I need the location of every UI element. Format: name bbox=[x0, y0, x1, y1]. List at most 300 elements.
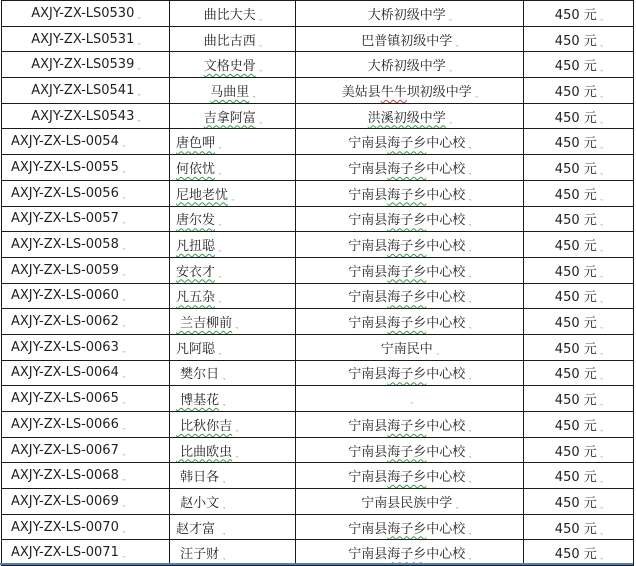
cell-school[interactable] bbox=[296, 283, 524, 309]
end-of-cell-marker: ., bbox=[599, 270, 603, 279]
text-run: 中心校 bbox=[426, 418, 466, 434]
cell-amount[interactable] bbox=[524, 489, 634, 515]
text-run: 博基花 bbox=[176, 393, 220, 409]
cell-student-id[interactable] bbox=[2, 232, 170, 258]
table-row bbox=[2, 489, 634, 515]
end-of-cell-marker: ., bbox=[599, 476, 603, 485]
end-of-cell-marker: ., bbox=[121, 320, 125, 329]
text-run: 海子乡 bbox=[387, 161, 427, 177]
cell-student-name[interactable] bbox=[170, 334, 296, 360]
cell-school[interactable] bbox=[296, 206, 524, 232]
text-run: 唐尔发 bbox=[176, 213, 216, 229]
cell-student-name[interactable] bbox=[170, 463, 296, 489]
text-run: 450 元 bbox=[554, 33, 597, 49]
cell-student-name[interactable] bbox=[170, 309, 296, 335]
cell-amount[interactable] bbox=[524, 540, 634, 566]
text-run: 中心校 bbox=[426, 367, 466, 383]
text-run: 巴普镇初级中学 bbox=[361, 33, 453, 49]
end-of-cell-marker: ., bbox=[468, 527, 471, 536]
cell-school[interactable] bbox=[296, 26, 524, 52]
table-row bbox=[2, 206, 634, 232]
end-of-cell-marker: ., bbox=[468, 142, 471, 151]
cell-student-id[interactable] bbox=[2, 257, 170, 283]
text-run: 中心校 bbox=[426, 290, 466, 306]
end-of-cell-marker: ., bbox=[235, 322, 238, 331]
end-of-cell-marker: ., bbox=[599, 167, 603, 176]
end-of-cell-marker: ., bbox=[468, 476, 471, 485]
cell-student-name[interactable] bbox=[170, 437, 296, 463]
end-of-cell-marker: ., bbox=[121, 345, 125, 354]
end-of-cell-marker: ., bbox=[258, 116, 262, 125]
cell-school[interactable] bbox=[296, 309, 524, 335]
text-run: 比曲欧虫 bbox=[176, 444, 233, 460]
end-of-cell-marker: ., bbox=[121, 140, 125, 149]
end-of-cell-marker: ., bbox=[409, 397, 413, 406]
end-of-cell-marker: ., bbox=[258, 13, 262, 22]
cell-student-name[interactable] bbox=[170, 514, 296, 540]
text-run: 中心校 bbox=[426, 161, 466, 177]
text-run: AXJY-ZX-LS-0067 bbox=[11, 442, 119, 458]
text-run: 450 元 bbox=[554, 110, 597, 126]
text-run: 450 元 bbox=[554, 7, 597, 23]
cell-student-id[interactable] bbox=[2, 129, 170, 155]
text-run: 450 元 bbox=[554, 316, 597, 332]
text-run: 文格史骨 bbox=[203, 59, 256, 75]
end-of-cell-marker: ., bbox=[599, 39, 603, 48]
cell-student-name[interactable] bbox=[170, 386, 296, 412]
text-run: 中心校 bbox=[426, 239, 466, 255]
student-subsidy-table bbox=[1, 0, 634, 566]
table-row bbox=[2, 412, 634, 438]
text-run: 比秋你吉 bbox=[176, 418, 233, 434]
cell-student-id[interactable] bbox=[2, 103, 170, 129]
end-of-cell-marker: ., bbox=[137, 114, 140, 123]
cell-student-id[interactable] bbox=[2, 1, 170, 27]
text-run: 曲比大夫 bbox=[203, 7, 256, 23]
text-run: AXJY-ZX-LS-0070 bbox=[11, 519, 119, 535]
table-row bbox=[2, 463, 634, 489]
text-run: 450 元 bbox=[554, 367, 597, 383]
end-of-cell-marker: ., bbox=[599, 322, 603, 331]
text-run: 马曲里 bbox=[210, 84, 250, 100]
end-of-cell-marker: ., bbox=[599, 193, 603, 202]
end-of-cell-marker: ., bbox=[599, 296, 603, 305]
end-of-cell-marker: ., bbox=[468, 373, 471, 382]
text-run: 宁南民中 bbox=[380, 341, 433, 357]
text-run: 宁南县 bbox=[348, 316, 388, 332]
text-run: 唐色呷 bbox=[176, 136, 216, 152]
end-of-cell-marker: ., bbox=[599, 501, 603, 510]
cell-student-id[interactable] bbox=[2, 360, 170, 386]
text-run: 海子乡 bbox=[387, 239, 427, 255]
cell-student-name[interactable] bbox=[170, 1, 296, 27]
text-run: 450 元 bbox=[554, 264, 597, 280]
page-bottom-edge bbox=[0, 563, 633, 565]
text-run: 兰吉柳前 bbox=[176, 316, 233, 332]
table-row bbox=[2, 257, 634, 283]
cell-school[interactable] bbox=[296, 540, 524, 566]
text-run: 坝初级中学 bbox=[406, 84, 472, 100]
text-run: AXJY-ZX-LS0530 bbox=[31, 5, 135, 21]
cell-student-id[interactable] bbox=[2, 78, 170, 104]
end-of-cell-marker: ., bbox=[599, 219, 603, 228]
end-of-cell-marker: ., bbox=[121, 474, 125, 483]
cell-student-name[interactable] bbox=[170, 26, 296, 52]
text-run: 宁南县 bbox=[348, 213, 388, 229]
end-of-cell-marker: ., bbox=[252, 90, 255, 99]
end-of-cell-marker: ., bbox=[121, 165, 125, 174]
end-of-cell-marker: ., bbox=[222, 373, 225, 382]
cell-school[interactable] bbox=[296, 1, 524, 27]
cell-amount[interactable] bbox=[524, 129, 634, 155]
text-run: AXJY-ZX-LS0541 bbox=[31, 82, 135, 98]
end-of-cell-marker: ., bbox=[435, 347, 439, 356]
cell-amount[interactable] bbox=[524, 206, 634, 232]
cell-school[interactable] bbox=[296, 155, 524, 181]
end-of-cell-marker: ., bbox=[137, 11, 140, 20]
cell-amount[interactable] bbox=[524, 463, 634, 489]
text-run: AXJY-ZX-LS-0062 bbox=[11, 314, 119, 330]
end-of-cell-marker: ., bbox=[222, 527, 225, 536]
cell-amount[interactable] bbox=[524, 386, 634, 412]
table-row bbox=[2, 309, 634, 335]
cell-student-id[interactable] bbox=[2, 514, 170, 540]
text-run: 宁南县 bbox=[348, 239, 388, 255]
text-run: 樊尔日 bbox=[176, 367, 220, 383]
text-run: 450 元 bbox=[554, 444, 597, 460]
cell-amount[interactable] bbox=[524, 309, 634, 335]
cell-amount[interactable] bbox=[524, 360, 634, 386]
end-of-cell-marker: ., bbox=[599, 347, 603, 356]
cell-student-name[interactable] bbox=[170, 52, 296, 78]
end-of-cell-marker: ., bbox=[121, 397, 125, 406]
text-run: 450 元 bbox=[554, 239, 597, 255]
text-run: 中心校 bbox=[426, 136, 466, 152]
end-of-cell-marker: ., bbox=[137, 37, 140, 46]
text-run: 海子乡 bbox=[387, 290, 427, 306]
text-run: 中心校 bbox=[426, 213, 466, 229]
text-run: 何依忧 bbox=[176, 161, 216, 177]
end-of-cell-marker: ., bbox=[121, 448, 125, 457]
end-of-cell-marker: ., bbox=[468, 424, 471, 433]
end-of-cell-marker: ., bbox=[468, 219, 471, 228]
end-of-cell-marker: ., bbox=[474, 90, 478, 99]
text-run: 中心校 bbox=[426, 444, 466, 460]
end-of-cell-marker: ., bbox=[137, 63, 140, 72]
cell-student-name[interactable] bbox=[170, 283, 296, 309]
end-of-cell-marker: ., bbox=[468, 296, 471, 305]
text-run: 海子乡 bbox=[387, 470, 427, 486]
end-of-cell-marker: ., bbox=[121, 551, 125, 560]
text-run: 中心校 bbox=[426, 547, 466, 563]
table-row bbox=[2, 514, 634, 540]
end-of-cell-marker: ., bbox=[121, 525, 125, 534]
end-of-cell-marker: ., bbox=[235, 450, 238, 459]
end-of-cell-marker: ., bbox=[448, 13, 452, 22]
table-row bbox=[2, 52, 634, 78]
cell-amount[interactable] bbox=[524, 52, 634, 78]
text-run: AXJY-ZX-LS-0066 bbox=[11, 416, 119, 432]
cell-amount[interactable] bbox=[524, 334, 634, 360]
text-run: 尼地老忧 bbox=[176, 187, 229, 203]
text-run: 安衣才 bbox=[176, 264, 216, 280]
cell-student-name[interactable] bbox=[170, 155, 296, 181]
end-of-cell-marker: ., bbox=[468, 270, 471, 279]
end-of-cell-marker: ., bbox=[599, 424, 603, 433]
cell-school[interactable] bbox=[296, 78, 524, 104]
text-run: 宁南县 bbox=[348, 290, 388, 306]
text-run: 汪子财 bbox=[176, 547, 220, 563]
end-of-cell-marker: ., bbox=[121, 191, 125, 200]
end-of-cell-marker: ., bbox=[218, 167, 221, 176]
end-of-cell-marker: ., bbox=[231, 193, 234, 202]
end-of-cell-marker: ., bbox=[258, 39, 262, 48]
end-of-cell-marker: ., bbox=[599, 13, 603, 22]
cell-student-name[interactable] bbox=[170, 129, 296, 155]
end-of-cell-marker: ., bbox=[599, 65, 603, 74]
text-run: 450 元 bbox=[554, 161, 597, 177]
cell-student-name[interactable] bbox=[170, 78, 296, 104]
text-run: 宁南县 bbox=[348, 521, 388, 537]
cell-student-name[interactable] bbox=[170, 206, 296, 232]
text-run: 凡阿聪 bbox=[176, 341, 216, 357]
end-of-cell-marker: ., bbox=[218, 142, 221, 151]
text-run: 海子乡 bbox=[387, 316, 427, 332]
end-of-cell-marker: ., bbox=[258, 65, 262, 74]
table-row bbox=[2, 386, 634, 412]
cell-student-id[interactable] bbox=[2, 540, 170, 566]
text-run: 牛牛 bbox=[380, 84, 407, 100]
text-run: 中心校 bbox=[426, 316, 466, 332]
cell-amount[interactable] bbox=[524, 412, 634, 438]
cell-student-id[interactable] bbox=[2, 155, 170, 181]
text-run: 450 元 bbox=[554, 59, 597, 75]
cell-student-id[interactable] bbox=[2, 52, 170, 78]
text-run: AXJY-ZX-LS-0064 bbox=[11, 365, 119, 381]
cell-student-name[interactable] bbox=[170, 412, 296, 438]
cell-school[interactable] bbox=[296, 180, 524, 206]
text-run: 宁南县民族中学 bbox=[361, 495, 453, 511]
end-of-cell-marker: ., bbox=[468, 167, 471, 176]
end-of-cell-marker: ., bbox=[121, 268, 125, 277]
text-run: 中心校 bbox=[426, 521, 466, 537]
end-of-cell-marker: ., bbox=[599, 142, 603, 151]
text-run: 凡五杂 bbox=[176, 290, 216, 306]
end-of-cell-marker: ., bbox=[448, 65, 452, 74]
text-run: 海子乡 bbox=[387, 136, 427, 152]
text-run: 450 元 bbox=[554, 290, 597, 306]
text-run: 450 元 bbox=[554, 495, 597, 511]
text-run: 韩日各 bbox=[176, 470, 220, 486]
cell-student-id[interactable] bbox=[2, 489, 170, 515]
cell-student-name[interactable] bbox=[170, 257, 296, 283]
end-of-cell-marker: ., bbox=[235, 424, 238, 433]
end-of-cell-marker: ., bbox=[599, 245, 603, 254]
table-row bbox=[2, 26, 634, 52]
cell-school[interactable] bbox=[296, 412, 524, 438]
text-run: 海子乡 bbox=[387, 521, 427, 537]
text-run: 凡扭聪 bbox=[176, 239, 216, 255]
cell-school[interactable] bbox=[296, 334, 524, 360]
text-run: 宁南县 bbox=[348, 470, 388, 486]
table-row bbox=[2, 334, 634, 360]
end-of-cell-marker: ., bbox=[121, 422, 125, 431]
cell-amount[interactable] bbox=[524, 257, 634, 283]
cell-school[interactable] bbox=[296, 463, 524, 489]
end-of-cell-marker: ., bbox=[218, 296, 221, 305]
cell-student-name[interactable] bbox=[170, 232, 296, 258]
text-run: AXJY-ZX-LS-0063 bbox=[11, 339, 119, 355]
cell-amount[interactable] bbox=[524, 232, 634, 258]
text-run: 450 元 bbox=[554, 341, 597, 357]
end-of-cell-marker: ., bbox=[222, 501, 225, 510]
text-run: 宁南县 bbox=[348, 444, 388, 460]
text-run: 450 元 bbox=[554, 418, 597, 434]
text-run: 450 元 bbox=[554, 136, 597, 152]
end-of-cell-marker: ., bbox=[121, 294, 125, 303]
cell-school[interactable] bbox=[296, 437, 524, 463]
table-row bbox=[2, 283, 634, 309]
end-of-cell-marker: ., bbox=[468, 245, 471, 254]
cell-amount[interactable] bbox=[524, 78, 634, 104]
text-run: AXJY-ZX-LS-0058 bbox=[11, 237, 119, 253]
end-of-cell-marker: ., bbox=[121, 499, 125, 508]
text-run: 曲比古西 bbox=[203, 33, 256, 49]
cell-student-id[interactable] bbox=[2, 283, 170, 309]
cell-school[interactable] bbox=[296, 257, 524, 283]
end-of-cell-marker: ., bbox=[121, 217, 125, 226]
end-of-cell-marker: ., bbox=[468, 322, 471, 331]
cell-amount[interactable] bbox=[524, 1, 634, 27]
cell-student-id[interactable] bbox=[2, 334, 170, 360]
text-run: 中心校 bbox=[426, 264, 466, 280]
cell-amount[interactable] bbox=[524, 514, 634, 540]
text-run: 宁南县 bbox=[348, 367, 388, 383]
cell-student-id[interactable] bbox=[2, 309, 170, 335]
end-of-cell-marker: ., bbox=[599, 373, 603, 382]
cell-amount[interactable] bbox=[524, 180, 634, 206]
text-run: AXJY-ZX-LS-0056 bbox=[11, 185, 119, 201]
table-row bbox=[2, 1, 634, 27]
cell-school[interactable] bbox=[296, 386, 524, 412]
cell-student-id[interactable] bbox=[2, 180, 170, 206]
table-row bbox=[2, 155, 634, 181]
cell-student-id[interactable] bbox=[2, 26, 170, 52]
table-row bbox=[2, 180, 634, 206]
table-row bbox=[2, 78, 634, 104]
text-run: 洪溪初级中学 bbox=[367, 110, 446, 126]
text-run: 450 元 bbox=[554, 84, 597, 100]
text-run: 450 元 bbox=[554, 521, 597, 537]
cell-amount[interactable] bbox=[524, 437, 634, 463]
cell-student-id[interactable] bbox=[2, 463, 170, 489]
text-run: 宁南县 bbox=[348, 161, 388, 177]
text-run: AXJY-ZX-LS-0069 bbox=[11, 493, 119, 509]
text-run: 海子乡 bbox=[387, 444, 427, 460]
text-run: 海子乡 bbox=[387, 264, 427, 280]
table-row bbox=[2, 437, 634, 463]
cell-amount[interactable] bbox=[524, 283, 634, 309]
end-of-cell-marker: ., bbox=[468, 553, 471, 562]
text-run: 450 元 bbox=[554, 393, 597, 409]
text-run: 赵才富 bbox=[176, 521, 220, 537]
table-row bbox=[2, 129, 634, 155]
cell-student-name[interactable] bbox=[170, 540, 296, 566]
cell-amount[interactable] bbox=[524, 155, 634, 181]
cell-school[interactable] bbox=[296, 129, 524, 155]
text-run: AXJY-ZX-LS0543 bbox=[31, 108, 135, 124]
text-run: 宁南县 bbox=[348, 264, 388, 280]
end-of-cell-marker: ., bbox=[455, 39, 458, 48]
text-run: 450 元 bbox=[554, 547, 597, 563]
text-run: 中心校 bbox=[426, 470, 466, 486]
end-of-cell-marker: ., bbox=[222, 399, 225, 408]
end-of-cell-marker: ., bbox=[218, 347, 221, 356]
end-of-cell-marker: ., bbox=[137, 88, 140, 97]
text-run: AXJY-ZX-LS-0054 bbox=[11, 134, 119, 150]
cell-student-name[interactable] bbox=[170, 360, 296, 386]
end-of-cell-marker: ., bbox=[599, 116, 603, 125]
text-run: 宁南县 bbox=[348, 187, 388, 203]
text-run: 海子乡 bbox=[387, 187, 427, 203]
cell-student-id[interactable] bbox=[2, 437, 170, 463]
cell-student-id[interactable] bbox=[2, 206, 170, 232]
cell-student-id[interactable] bbox=[2, 412, 170, 438]
text-run: 450 元 bbox=[554, 213, 597, 229]
cell-school[interactable] bbox=[296, 52, 524, 78]
cell-school[interactable] bbox=[296, 232, 524, 258]
text-run: AXJY-ZX-LS-0059 bbox=[11, 262, 119, 278]
cell-student-name[interactable] bbox=[170, 180, 296, 206]
text-run: 大桥初级中学 bbox=[367, 59, 446, 75]
text-run: 450 元 bbox=[554, 187, 597, 203]
text-run: 宁南县 bbox=[348, 136, 388, 152]
end-of-cell-marker: ., bbox=[121, 243, 125, 252]
text-run: AXJY-ZX-LS-0068 bbox=[11, 468, 119, 484]
end-of-cell-marker: ., bbox=[218, 245, 221, 254]
cell-student-name[interactable] bbox=[170, 103, 296, 129]
table-row bbox=[2, 540, 634, 566]
end-of-cell-marker: ., bbox=[599, 553, 603, 562]
text-run: 海子乡 bbox=[387, 213, 427, 229]
cell-student-name[interactable] bbox=[170, 489, 296, 515]
cell-amount[interactable] bbox=[524, 103, 634, 129]
text-run: 450 元 bbox=[554, 470, 597, 486]
end-of-cell-marker: ., bbox=[222, 476, 225, 485]
cell-school[interactable] bbox=[296, 514, 524, 540]
cell-amount[interactable] bbox=[524, 26, 634, 52]
end-of-cell-marker: ., bbox=[468, 450, 471, 459]
cell-school[interactable] bbox=[296, 103, 524, 129]
text-run: 大桥初级中学 bbox=[367, 7, 446, 23]
text-run: 海子乡 bbox=[387, 367, 427, 383]
table-body bbox=[2, 1, 634, 566]
end-of-cell-marker: ., bbox=[468, 193, 471, 202]
text-run: 宁南县 bbox=[348, 547, 388, 563]
text-run: AXJY-ZX-LS-0057 bbox=[11, 211, 119, 227]
cell-school[interactable] bbox=[296, 360, 524, 386]
end-of-cell-marker: ., bbox=[599, 90, 603, 99]
table-row bbox=[2, 103, 634, 129]
end-of-cell-marker: ., bbox=[599, 527, 603, 536]
end-of-cell-marker: ., bbox=[121, 371, 125, 380]
text-run: 海子乡 bbox=[387, 418, 427, 434]
text-run: AXJY-ZX-LS0531 bbox=[31, 31, 135, 47]
cell-school[interactable] bbox=[296, 489, 524, 515]
text-run: AXJY-ZX-LS-0071 bbox=[11, 545, 119, 561]
cell-student-id[interactable] bbox=[2, 386, 170, 412]
text-run: 美姑县 bbox=[341, 84, 381, 100]
